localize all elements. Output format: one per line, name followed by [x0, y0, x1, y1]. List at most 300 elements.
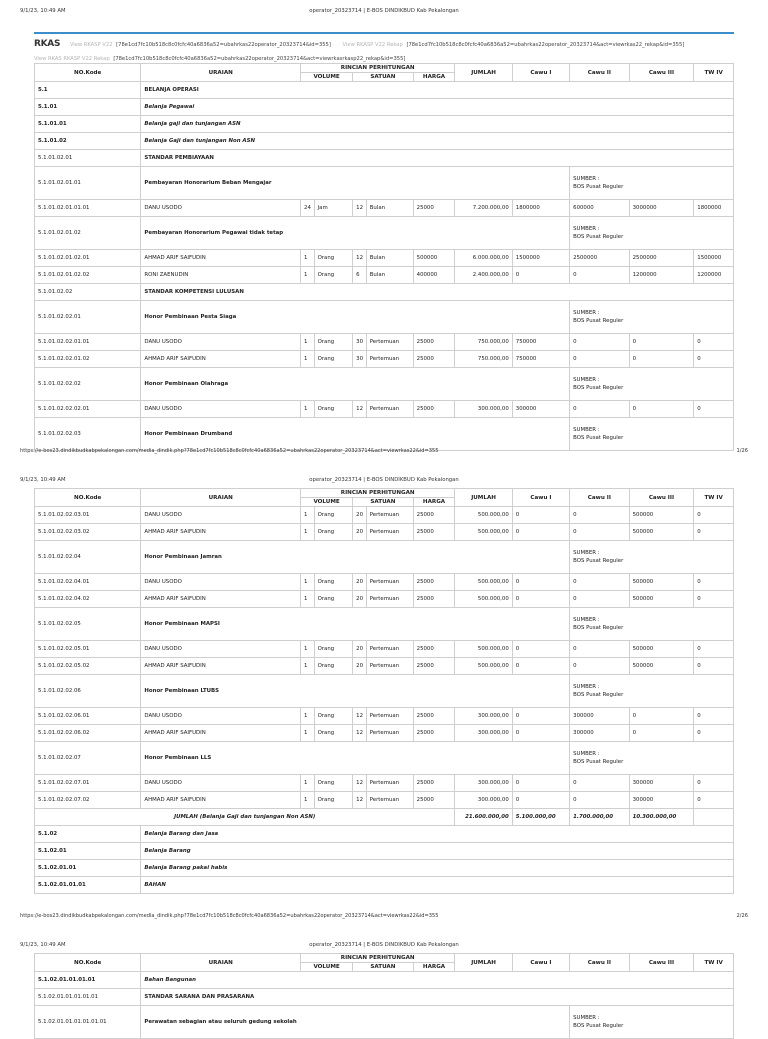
table-row-activity: [35, 675, 734, 708]
row-jumlah: 500.000,00: [455, 641, 512, 658]
row-satuan: 12: [353, 792, 367, 809]
row-volume: 1: [301, 574, 315, 591]
row-volume-unit: Orang: [314, 334, 353, 351]
col-header-satuan: SATUAN: [353, 963, 413, 972]
row-cawu1: 300000: [512, 401, 569, 418]
row-uraian: Pembayaran Honorarium Beban Mengajar: [141, 167, 570, 200]
row-tw4: 0: [694, 334, 734, 351]
row-uraian: AHMAD ARIF SAIFUDIN: [141, 524, 301, 541]
row-volume-unit: Orang: [314, 507, 353, 524]
sumber-line: SUMBER :: [573, 684, 600, 690]
row-cawu2: 0: [570, 591, 629, 608]
row-volume: 1: [301, 267, 315, 284]
table-row-heading: [35, 860, 734, 877]
sumber-line: SUMBER :: [573, 1015, 600, 1021]
view-rkas-rkasp-rekap-link[interactable]: View RKAS RKASP V22 Rekap: [34, 56, 110, 62]
row-cawu2: 0: [570, 351, 629, 368]
row-harga: 25000: [413, 334, 455, 351]
table-row-activity: [35, 541, 734, 574]
row-cawu1: 0: [512, 507, 569, 524]
row-volume: 1: [301, 334, 315, 351]
row-cawu2: 300000: [570, 708, 629, 725]
row-volume: 1: [301, 507, 315, 524]
table-row-item: [35, 658, 734, 675]
table-header-row: [35, 64, 734, 73]
col-header-volume: VOLUME: [301, 498, 353, 507]
footer-url[interactable]: https://e-bos23.dindikbudkabpekalongan.com/media_dindik.php?78e1cd7fc10b518c8c0fcfc40a6836a52=ubahrkas22operator_20323714&act=viewrkas22&id=355: [20, 448, 439, 454]
row-cawu2: 0: [570, 524, 629, 541]
col-header-harga: HARGA: [413, 73, 455, 82]
row-sumber: [570, 368, 734, 401]
row-jumlah: 300.000,00: [455, 708, 512, 725]
row-volume-unit: Orang: [314, 267, 353, 284]
table-row-heading: [35, 150, 734, 167]
row-satuan-unit: Bulan: [366, 267, 413, 284]
table-row-item: [35, 401, 734, 418]
row-volume-unit: Orang: [314, 524, 353, 541]
row-uraian: AHMAD ARIF SAIFUDIN: [141, 725, 301, 742]
row-satuan-unit: Pertemuan: [366, 658, 413, 675]
row-volume: 1: [301, 792, 315, 809]
row-kode: 5.1.01.02.02.05.01: [35, 641, 141, 658]
row-volume: 1: [301, 725, 315, 742]
row-kode: 5.1.01.02.02.07.01: [35, 775, 141, 792]
row-satuan: 12: [353, 708, 367, 725]
row-uraian: Belanja Barang pakai habis: [141, 860, 734, 877]
row-sumber: [570, 418, 734, 451]
row-uraian: Belanja Barang: [141, 843, 734, 860]
row-kode: 5.1.01.02.01.01: [35, 167, 141, 200]
rkas-table-page2: [34, 488, 734, 894]
row-uraian: Honor Pembinaan Jamran: [141, 541, 570, 574]
row-cawu1: 750000: [512, 334, 569, 351]
table-row-heading: [35, 843, 734, 860]
total-cawu2: 1.700.000,00: [570, 809, 629, 826]
print-datetime: 9/1/23, 10:49 AM: [20, 477, 66, 483]
col-header-uraian: URAIAN: [141, 64, 301, 82]
col-header-cawu2: Cawu II: [570, 64, 629, 82]
row-uraian: DANU USODO: [141, 708, 301, 725]
row-satuan-unit: Pertemuan: [366, 792, 413, 809]
row-sumber: [570, 217, 734, 250]
row-kode: 5.1.01.02.01.02.01: [35, 250, 141, 267]
table-row-item: [35, 641, 734, 658]
row-uraian: DANU USODO: [141, 574, 301, 591]
row-cawu3: 0: [629, 401, 694, 418]
row-satuan-unit: Pertemuan: [366, 591, 413, 608]
row-kode: 5.1.02.01.01.01.01.01: [35, 989, 141, 1006]
row-uraian: STANDAR KOMPETENSI LULUSAN: [141, 284, 734, 301]
row-cawu3: 3000000: [629, 200, 694, 217]
row-uraian: Belanja gaji dan tunjangan ASN: [141, 116, 734, 133]
row-cawu3: 0: [629, 351, 694, 368]
total-label: JUMLAH (Belanja Gaji dan tunjangan Non ASN): [35, 809, 455, 826]
row-tw4: 0: [694, 351, 734, 368]
table-row-activity: [35, 608, 734, 641]
col-header-cawu3: Cawu III: [629, 64, 694, 82]
table-row-item: [35, 334, 734, 351]
row-jumlah: 300.000,00: [455, 792, 512, 809]
row-kode: 5.1.01.02.02.03.01: [35, 507, 141, 524]
row-kode: 5.1.01.02.02.07: [35, 742, 141, 775]
row-kode: 5.1.01.02.01.01.01: [35, 200, 141, 217]
table-row-item: [35, 708, 734, 725]
row-satuan: 20: [353, 658, 367, 675]
footer-page: 2/26: [736, 913, 748, 919]
table-row-item: [35, 792, 734, 809]
row-tw4: 0: [694, 658, 734, 675]
row-cawu3: 0: [629, 334, 694, 351]
row-uraian: DANU USODO: [141, 401, 301, 418]
row-volume: 1: [301, 250, 315, 267]
sumber-line: SUMBER :: [573, 176, 600, 182]
row-uraian: Belanja Barang dan Jasa: [141, 826, 734, 843]
row-jumlah: 7.200.000,00: [455, 200, 512, 217]
row-volume-unit: Orang: [314, 591, 353, 608]
row-kode: 5.1.01.02.01.02: [35, 217, 141, 250]
col-header-cawu1: Cawu I: [512, 64, 569, 82]
row-kode: 5.1.01.02.01.02.02: [35, 267, 141, 284]
row-jumlah: 500.000,00: [455, 507, 512, 524]
col-header-satuan: SATUAN: [353, 73, 413, 82]
row-cawu3: 500000: [629, 658, 694, 675]
view-rkas-rkasp-rekap-id: [78e1cd7fc10b518c8c0fcfc40a6836a52=ubahrkas22operator_20323714&act=viewrkasrkasp22_rekap&id=355]: [113, 56, 406, 62]
sumber-line: BOS Pusat Reguler: [573, 1023, 624, 1029]
col-header-uraian: URAIAN: [141, 954, 301, 972]
col-header-harga: HARGA: [413, 498, 455, 507]
col-header-tw4: TW IV: [694, 64, 734, 82]
row-sumber: [570, 301, 734, 334]
row-jumlah: 500.000,00: [455, 591, 512, 608]
table-row-heading: [35, 826, 734, 843]
row-cawu1: 0: [512, 708, 569, 725]
col-header-satuan: SATUAN: [353, 498, 413, 507]
row-harga: 25000: [413, 507, 455, 524]
row-uraian: AHMAD ARIF SAIFUDIN: [141, 250, 301, 267]
total-jumlah: 21.600.000,00: [455, 809, 512, 826]
row-cawu3: 300000: [629, 792, 694, 809]
row-cawu2: 0: [570, 574, 629, 591]
sumber-line: BOS Pusat Reguler: [573, 625, 624, 631]
row-uraian: Belanja Gaji dan tunjangan Non ASN: [141, 133, 734, 150]
row-volume: 1: [301, 775, 315, 792]
row-uraian: RONI ZAENUDIN: [141, 267, 301, 284]
total-cawu3: 10.300.000,00: [629, 809, 694, 826]
col-header-rincian: RINCIAN PERHITUNGAN: [301, 64, 455, 73]
row-tw4: 0: [694, 775, 734, 792]
row-cawu2: 0: [570, 401, 629, 418]
row-satuan: 12: [353, 775, 367, 792]
row-satuan: 30: [353, 351, 367, 368]
sumber-line: BOS Pusat Reguler: [573, 435, 624, 441]
sumber-line: SUMBER :: [573, 310, 600, 316]
row-kode: 5.1.02.01.01.01.01: [35, 972, 141, 989]
sumber-line: SUMBER :: [573, 377, 600, 383]
row-satuan: 12: [353, 250, 367, 267]
row-uraian: Honor Pembinaan Drumband: [141, 418, 570, 451]
col-header-jumlah: JUMLAH: [455, 64, 512, 82]
table-row-activity: [35, 368, 734, 401]
row-satuan-unit: Bulan: [366, 250, 413, 267]
row-satuan-unit: Pertemuan: [366, 351, 413, 368]
row-cawu2: 0: [570, 507, 629, 524]
row-cawu3: 300000: [629, 775, 694, 792]
sumber-line: BOS Pusat Reguler: [573, 385, 624, 391]
table-row-item: [35, 574, 734, 591]
row-cawu1: 0: [512, 775, 569, 792]
row-satuan-unit: Pertemuan: [366, 507, 413, 524]
rkas-table-page1: [34, 63, 734, 451]
row-uraian: DANU USODO: [141, 507, 301, 524]
row-volume-unit: Orang: [314, 351, 353, 368]
row-volume-unit: Orang: [314, 708, 353, 725]
table-row-item: [35, 351, 734, 368]
row-harga: 25000: [413, 524, 455, 541]
col-header-jumlah: JUMLAH: [455, 954, 512, 972]
row-satuan: 30: [353, 334, 367, 351]
table-row-activity: [35, 301, 734, 334]
row-satuan: 6: [353, 267, 367, 284]
col-header-tw4: TW IV: [694, 489, 734, 507]
row-cawu2: 0: [570, 775, 629, 792]
row-jumlah: 750.000,00: [455, 334, 512, 351]
rkas-table-page3: [34, 953, 734, 1039]
col-header-cawu2: Cawu II: [570, 489, 629, 507]
row-kode: 5.1.02.01.01.01.01.01.01: [35, 1006, 141, 1039]
sumber-line: BOS Pusat Reguler: [573, 234, 624, 240]
col-header-rincian: RINCIAN PERHITUNGAN: [301, 954, 455, 963]
row-uraian: Honor Pembinaan Pesta Siaga: [141, 301, 570, 334]
row-cawu1: 0: [512, 641, 569, 658]
row-satuan-unit: Pertemuan: [366, 641, 413, 658]
row-kode: 5.1.01.02.02.01.01: [35, 334, 141, 351]
row-cawu1: 1800000: [512, 200, 569, 217]
print-doc-title: operator_20323714 | E-BOS DINDIKBUD Kab Pekalongan: [309, 477, 459, 483]
row-jumlah: 500.000,00: [455, 524, 512, 541]
col-header-jumlah: JUMLAH: [455, 489, 512, 507]
row-jumlah: 500.000,00: [455, 574, 512, 591]
rkas-logo: RKAS: [34, 39, 61, 49]
table-row-item: [35, 250, 734, 267]
table-row-heading: [35, 116, 734, 133]
row-cawu3: 500000: [629, 507, 694, 524]
row-uraian: STANDAR SARANA DAN PRASARANA: [141, 989, 734, 1006]
row-kode: 5.1.01.02.02.04: [35, 541, 141, 574]
col-header-kode: NO.Kode: [35, 64, 141, 82]
sumber-line: BOS Pusat Reguler: [573, 318, 624, 324]
row-harga: 25000: [413, 725, 455, 742]
row-cawu2: 2500000: [570, 250, 629, 267]
print-doc-title: operator_20323714 | E-BOS DINDIKBUD Kab Pekalongan: [309, 8, 459, 14]
sumber-line: BOS Pusat Reguler: [573, 558, 624, 564]
col-header-cawu2: Cawu II: [570, 954, 629, 972]
row-tw4: 1500000: [694, 250, 734, 267]
row-jumlah: 300.000,00: [455, 725, 512, 742]
row-kode: 5.1: [35, 82, 141, 99]
print-datetime: 9/1/23, 10:49 AM: [20, 942, 66, 948]
row-uraian: Pembayaran Honorarium Pegawai tidak tetap: [141, 217, 570, 250]
row-harga: 500000: [413, 250, 455, 267]
table-row-activity: [35, 1006, 734, 1039]
row-sumber: [570, 608, 734, 641]
row-cawu3: 0: [629, 725, 694, 742]
row-volume: 1: [301, 401, 315, 418]
row-tw4: 0: [694, 591, 734, 608]
footer-url[interactable]: https://e-bos23.dindikbudkabpekalongan.com/media_dindik.php?78e1cd7fc10b518c8c0fcfc40a6836a52=ubahrkas22operator_20323714&act=viewrkas22&id=355: [20, 913, 439, 919]
table-row-heading: [35, 82, 734, 99]
table-row-heading: [35, 284, 734, 301]
row-kode: 5.1.01.02.02.04.01: [35, 574, 141, 591]
row-satuan-unit: Pertemuan: [366, 524, 413, 541]
view-rkasp-link[interactable]: View RKASP V22: [69, 42, 113, 48]
row-volume-unit: Orang: [314, 401, 353, 418]
row-kode: 5.1.01.02.02.06.02: [35, 725, 141, 742]
row-tw4: 1200000: [694, 267, 734, 284]
total-tw4: [694, 809, 734, 826]
col-header-tw4: TW IV: [694, 954, 734, 972]
row-satuan-unit: Bulan: [366, 200, 413, 217]
sumber-line: SUMBER :: [573, 226, 600, 232]
row-kode: 5.1.01.02: [35, 133, 141, 150]
row-kode: 5.1.01.02.02.05.02: [35, 658, 141, 675]
sumber-line: BOS Pusat Reguler: [573, 759, 624, 765]
row-cawu3: 500000: [629, 574, 694, 591]
col-header-rincian: RINCIAN PERHITUNGAN: [301, 489, 455, 498]
row-volume: 1: [301, 641, 315, 658]
table-row-heading: [35, 877, 734, 894]
row-cawu2: 0: [570, 792, 629, 809]
row-kode: 5.1.01.02.02.02: [35, 368, 141, 401]
row-cawu1: 1500000: [512, 250, 569, 267]
row-volume-unit: Orang: [314, 574, 353, 591]
row-uraian: STANDAR PEMBIAYAAN: [141, 150, 734, 167]
row-kode: 5.1.01.02.01: [35, 150, 141, 167]
view-rkasp-rekap-link[interactable]: View RKASP V22 Rekap: [342, 42, 403, 48]
row-kode: 5.1.01.02.02.03.02: [35, 524, 141, 541]
row-satuan: 12: [353, 725, 367, 742]
row-cawu1: 0: [512, 658, 569, 675]
row-uraian: DANU USODO: [141, 200, 301, 217]
view-rkasp-rekap-id: [78e1cd7fc10b518c8c0fcfc40a6836a52=ubahrkas22operator_20323714&act=viewrkas22_rekap&id=355]: [406, 42, 685, 48]
row-volume-unit: Orang: [314, 725, 353, 742]
row-kode: 5.1.01.02.02: [35, 284, 141, 301]
row-uraian: Honor Pembinaan Olahraga: [141, 368, 570, 401]
row-volume-unit: Orang: [314, 658, 353, 675]
row-cawu2: 600000: [570, 200, 629, 217]
row-harga: 25000: [413, 351, 455, 368]
row-kode: 5.1.02.01.01.01: [35, 877, 141, 894]
page3-table-clip: [0, 950, 768, 1029]
row-volume-unit: Orang: [314, 792, 353, 809]
row-uraian: Honor Pembinaan LTUBS: [141, 675, 570, 708]
table-row-activity: [35, 742, 734, 775]
table-row-heading: [35, 989, 734, 1006]
row-satuan: 20: [353, 507, 367, 524]
row-volume: 1: [301, 351, 315, 368]
row-volume-unit: Orang: [314, 775, 353, 792]
row-cawu2: 300000: [570, 725, 629, 742]
row-tw4: 0: [694, 708, 734, 725]
row-harga: 25000: [413, 401, 455, 418]
page1-table-clip: [0, 60, 768, 441]
col-header-volume: VOLUME: [301, 963, 353, 972]
row-volume: 1: [301, 591, 315, 608]
row-satuan: 20: [353, 591, 367, 608]
row-cawu2: 0: [570, 267, 629, 284]
view-rkasp-id: [78e1cd7fc10b518c8c0fcfc40a6836a52=ubahrkas22operator_20323714&id=355]: [116, 42, 331, 48]
row-harga: 25000: [413, 591, 455, 608]
row-uraian: AHMAD ARIF SAIFUDIN: [141, 658, 301, 675]
row-uraian: DANU USODO: [141, 641, 301, 658]
row-sumber: [570, 167, 734, 200]
sumber-line: BOS Pusat Reguler: [573, 184, 624, 190]
rkas-nav: [34, 39, 734, 49]
row-cawu3: 500000: [629, 524, 694, 541]
row-volume-unit: Jam: [314, 200, 353, 217]
row-cawu2: 0: [570, 641, 629, 658]
row-volume: 1: [301, 658, 315, 675]
row-harga: 25000: [413, 775, 455, 792]
col-header-cawu1: Cawu I: [512, 954, 569, 972]
row-kode: 5.1.02: [35, 826, 141, 843]
row-harga: 25000: [413, 574, 455, 591]
row-harga: 25000: [413, 200, 455, 217]
table-row-item: [35, 591, 734, 608]
row-harga: 400000: [413, 267, 455, 284]
row-cawu1: 0: [512, 267, 569, 284]
row-cawu1: 0: [512, 792, 569, 809]
row-tw4: 0: [694, 725, 734, 742]
row-satuan: 12: [353, 401, 367, 418]
row-uraian: BELANJA OPERASI: [141, 82, 734, 99]
row-tw4: 0: [694, 524, 734, 541]
row-uraian: Perawatan sebagian atau seluruh gedung sekolah: [141, 1006, 570, 1039]
row-tw4: 0: [694, 574, 734, 591]
table-header-row: [35, 489, 734, 498]
col-header-harga: HARGA: [413, 963, 455, 972]
footer-page: 1/26: [736, 448, 748, 454]
app-top-bar: [34, 32, 734, 34]
row-satuan: 20: [353, 641, 367, 658]
print-doc-title: operator_20323714 | E-BOS DINDIKBUD Kab Pekalongan: [309, 942, 459, 948]
row-cawu3: 0: [629, 708, 694, 725]
row-tw4: 0: [694, 792, 734, 809]
row-satuan: 12: [353, 200, 367, 217]
row-satuan-unit: Pertemuan: [366, 725, 413, 742]
row-kode: 5.1.01: [35, 99, 141, 116]
row-volume-unit: Orang: [314, 641, 353, 658]
row-kode: 5.1.01.02.02.07.02: [35, 792, 141, 809]
row-cawu1: 0: [512, 524, 569, 541]
row-uraian: AHMAD ARIF SAIFUDIN: [141, 351, 301, 368]
row-cawu1: 0: [512, 574, 569, 591]
total-cawu1: 5.100.000,00: [512, 809, 569, 826]
row-uraian: AHMAD ARIF SAIFUDIN: [141, 792, 301, 809]
row-kode: 5.1.01.01: [35, 116, 141, 133]
row-harga: 25000: [413, 658, 455, 675]
col-header-uraian: URAIAN: [141, 489, 301, 507]
row-cawu2: 0: [570, 658, 629, 675]
row-kode: 5.1.01.02.02.02.01: [35, 401, 141, 418]
sumber-line: SUMBER :: [573, 751, 600, 757]
row-tw4: 0: [694, 507, 734, 524]
row-kode: 5.1.02.01: [35, 843, 141, 860]
row-volume: 1: [301, 708, 315, 725]
col-header-kode: NO.Kode: [35, 489, 141, 507]
row-uraian: Honor Pembinaan MAPSI: [141, 608, 570, 641]
table-row-item: [35, 507, 734, 524]
table-row-item: [35, 267, 734, 284]
